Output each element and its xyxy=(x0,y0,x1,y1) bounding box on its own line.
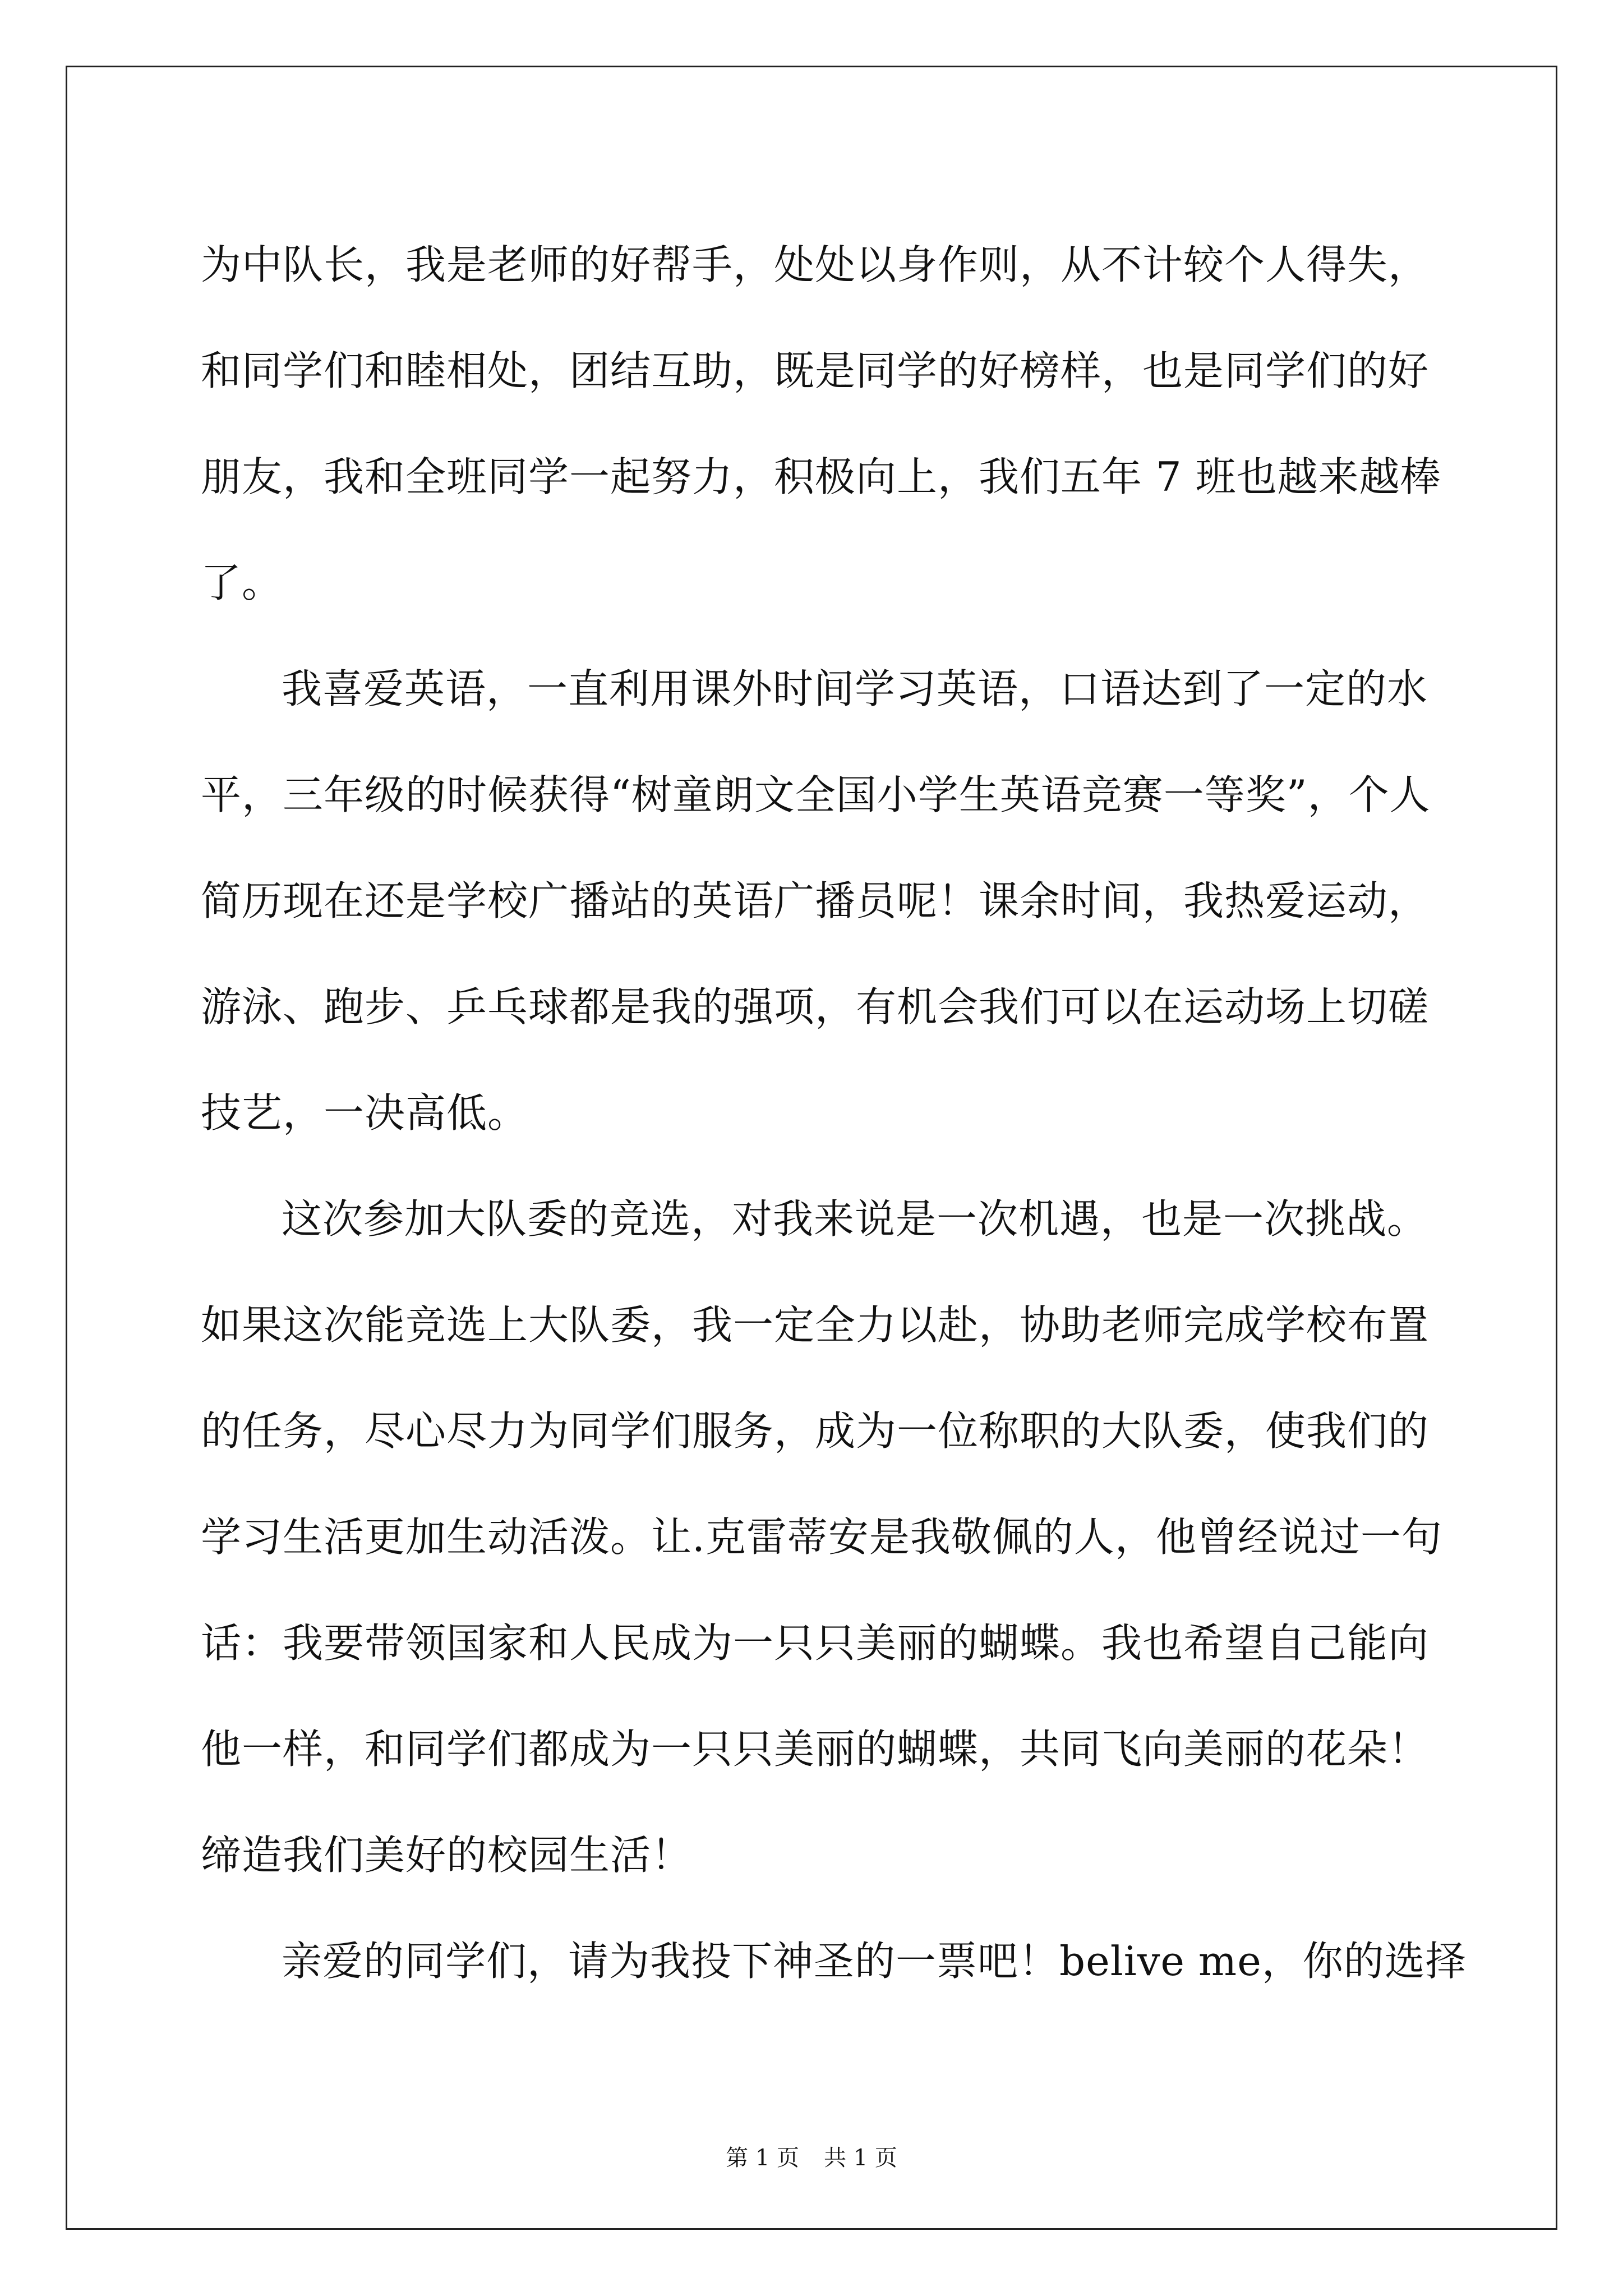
text-line-17: 亲爱的同学们，请为我投下神圣的一票吧！belive me，你的选择 xyxy=(282,1938,1467,1985)
text-line-7: 简历现在还是学校广播站的英语广播员呢！课余时间，我热爱运动， xyxy=(201,877,1430,924)
text-line-11: 如果这次能竞选上大队委，我一定全力以赴，协助老师完成学校布置 xyxy=(201,1301,1430,1349)
text-line-6: 平，三年级的时候获得“树童朗文全国小学生英语竞赛一等奖”，个人 xyxy=(201,771,1431,818)
text-line-1: 为中队长，我是老师的好帮手，处处以身作则，从不计较个人得失， xyxy=(201,241,1430,288)
document-body xyxy=(201,212,1467,2014)
page-total: 共 1 页 xyxy=(824,2145,897,2171)
page-footer xyxy=(0,2140,1623,2172)
text-line-15: 他一样，和同学们都成为一只只美丽的蝴蝶，共同飞向美丽的花朵！ xyxy=(201,1726,1430,1773)
text-line-9: 技艺，一决高低。 xyxy=(201,1089,529,1137)
page-number: 第 1 页 xyxy=(726,2145,799,2171)
text-line-2: 和同学们和睦相处，团结互助，既是同学的好榜样，也是同学们的好 xyxy=(201,347,1430,394)
text-line-12: 的任务，尽心尽力为同学们服务，成为一位称职的大队委，使我们的 xyxy=(201,1407,1430,1455)
text-line-4: 了。 xyxy=(201,559,283,606)
text-line-5: 我喜爱英语，一直利用课外时间学习英语，口语达到了一定的水 xyxy=(282,665,1428,712)
text-line-10: 这次参加大队委的竞选，对我来说是一次机遇，也是一次挑战。 xyxy=(282,1195,1428,1243)
text-line-14: 话：我要带领国家和人民成为一只只美丽的蝴蝶。我也希望自己能向 xyxy=(201,1619,1430,1667)
text-line-13: 学习生活更加生动活泼。让.克雷蒂安是我敬佩的人，他曾经说过一句 xyxy=(201,1513,1442,1561)
text-line-16: 缔造我们美好的校园生活！ xyxy=(201,1832,693,1879)
text-line-3: 朋友，我和全班同学一起努力，积极向上，我们五年 7 班也越来越棒 xyxy=(201,453,1441,500)
text-line-8: 游泳、跑步、乒乓球都是我的强项，有机会我们可以在运动场上切磋 xyxy=(201,983,1430,1030)
